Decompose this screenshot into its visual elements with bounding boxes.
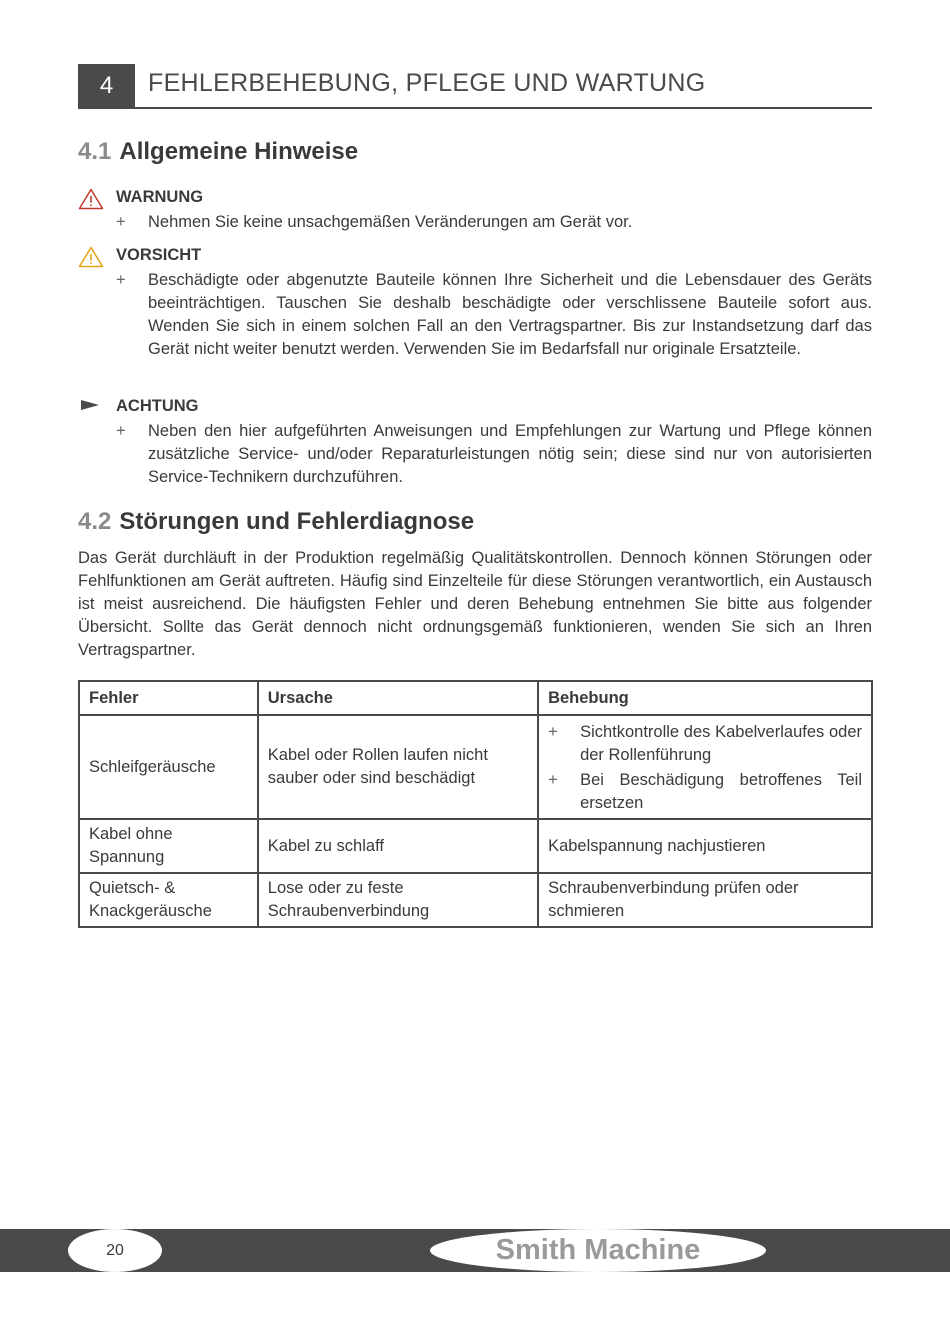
pointer-arrow-icon <box>78 397 104 419</box>
table-cell-ursache: Kabel oder Rollen laufen nicht sauber oder sind beschädigt <box>258 715 538 819</box>
chapter-header <box>78 64 872 109</box>
table-cell-fehler: Quietsch- & Knackgeräusche <box>79 873 258 927</box>
table-cell-behebung <box>538 715 872 819</box>
chapter-number: 4 <box>78 64 135 107</box>
section-heading-4-2 <box>78 508 474 536</box>
attention-notice <box>78 397 872 492</box>
section-title: Allgemeine Hinweise <box>119 138 359 165</box>
bullet-plus: + <box>548 722 558 741</box>
table-row <box>79 873 872 927</box>
bullet-plus: + <box>116 422 126 440</box>
brand-name: Smith Machine <box>430 1229 766 1272</box>
chapter-title: FEHLERBEHEBUNG, PFLEGE UND WARTUNG <box>148 69 706 97</box>
table-row <box>79 715 872 819</box>
list-item <box>548 769 862 815</box>
table-cell-ursache: Kabel zu schlaff <box>258 819 538 873</box>
table-cell-behebung: Schraubenverbindung prüfen oder schmieren <box>538 873 872 927</box>
warning-triangle-yellow-icon <box>78 246 104 268</box>
table-header-row <box>79 681 872 715</box>
section-number: 4.1 <box>78 138 112 165</box>
column-header-ursache: Ursache <box>258 681 538 715</box>
bullet-plus: + <box>548 770 558 789</box>
table-cell-ursache: Lose oder zu feste Schraubenverbindung <box>258 873 538 927</box>
table-cell-fehler: Kabel ohne Spannung <box>79 819 258 873</box>
bullet-text: Sichtkontrolle des Kabelverlaufes oder der Rollenführung <box>580 722 862 764</box>
section-title: Störungen und Fehlerdiagnose <box>119 508 475 535</box>
bullet-text: Beschädigte oder abgenutzte Bauteile können Ihre Sicherheit und die Lebensdauer des Geräts beeinträchtigen. Tauschen Sie deshalb beschädigte oder verschlissene Bauteile sofort aus. Wenden Sie sich in einem solchen Fall an den Vertragspartner. Bis zur Instandsetzung darf das Gerät nicht weiter benutzt werden. Verwenden Sie im Bedarfsfall nur originale Ersatzteile. <box>148 271 872 358</box>
warning-label: WARNUNG <box>116 188 204 206</box>
attention-label: ACHTUNG <box>116 397 199 415</box>
table-row <box>79 819 872 873</box>
column-header-fehler: Fehler <box>79 681 258 715</box>
intro-paragraph: Das Gerät durchläuft in der Produktion regelmäßig Qualitätskontrollen. Dennoch können Störungen oder Fehlfunktionen am Gerät auftreten. Häufig sind Einzelteile für diese Störungen verantwortlich, ein Austausch ist meist ausreichend. Die häufigsten Fehler und deren Behebung entnehmen Sie bitte aus folgender Übersicht. Sollte das Gerät dennoch nicht ordnungsgemäß funktionieren, wenden Sie sich an Ihren Vertragspartner. <box>78 549 872 659</box>
caution-notice <box>78 246 872 386</box>
troubleshooting-table <box>78 680 873 928</box>
section-number: 4.2 <box>78 508 112 535</box>
column-header-behebung: Behebung <box>538 681 872 715</box>
list-item <box>548 721 862 767</box>
bullet-text: Bei Beschädigung betroffenes Teil ersetzen <box>580 770 862 812</box>
bullet-plus: + <box>116 213 126 231</box>
table-cell-behebung: Kabelspannung nachjustieren <box>538 819 872 873</box>
warning-notice <box>78 188 872 238</box>
caution-label: VORSICHT <box>116 246 202 264</box>
page-number: 20 <box>68 1229 162 1272</box>
bullet-text: Neben den hier aufgeführten Anweisungen und Empfehlungen zur Wartung und Pflege können zusätzliche Service- und/oder Reparaturleistungen nötig sein; diese sind nur von autorisierten Service-Technikern durchzuführen. <box>148 422 872 486</box>
section-heading-4-1 <box>78 138 358 166</box>
bullet-plus: + <box>116 271 126 289</box>
table-cell-fehler: Schleifgeräusche <box>79 715 258 819</box>
warning-triangle-red-icon <box>78 188 104 210</box>
bullet-text: Nehmen Sie keine unsachgemäßen Veränderungen am Gerät vor. <box>148 213 633 231</box>
